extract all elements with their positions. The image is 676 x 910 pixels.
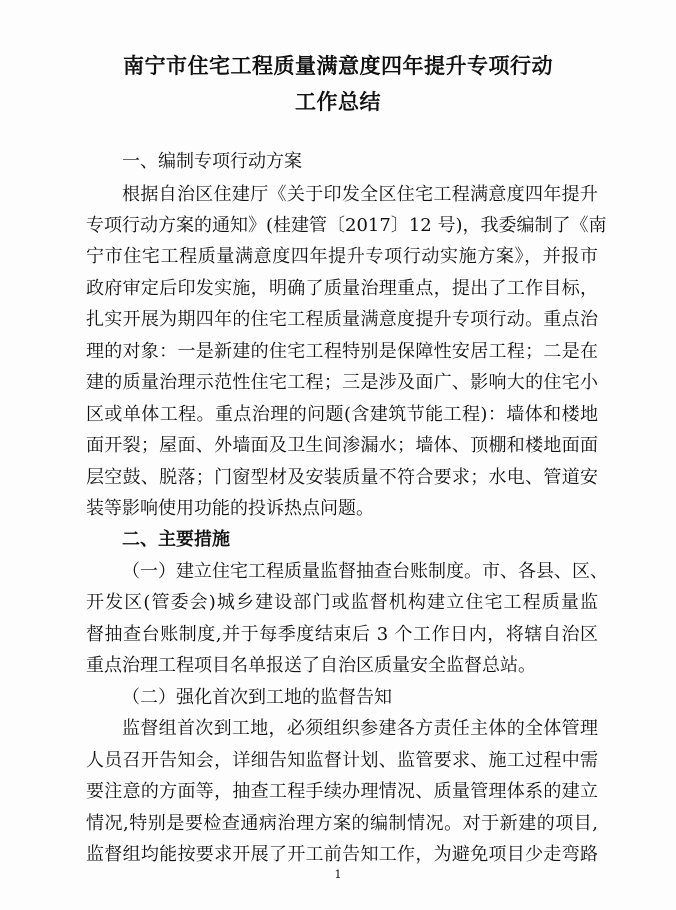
paragraph-line: 扎实开展为期四年的住宅工程质量满意度提升专项行动。重点治 xyxy=(86,309,598,330)
section-2-heading: 二、主要措施 xyxy=(122,529,230,550)
paragraph-line: 要注意的方面等，抽查工程手续办理情况、质量管理体系的建立 xyxy=(86,781,598,802)
subsection-2-heading: （二）强化首次到工地的监督告知 xyxy=(122,687,392,708)
paragraph-line: 重点治理工程项目名单报送了自治区质量安全监督总站。 xyxy=(86,655,536,676)
paragraph-line: 督抽查台账制度,并于每季度结束后 3 个工作日内，将辖自治区 xyxy=(86,624,598,645)
paragraph-line: 人员召开告知会，详细告知监督计划、监管要求、施工过程中需 xyxy=(86,750,598,771)
document-title-line-2: 工作总结 xyxy=(295,89,381,114)
paragraph-line: 监督组首次到工地，必须组织参建各方责任主体的全体管理 xyxy=(122,718,598,739)
paragraph-line: 建的质量治理示范性住宅工程；三是涉及面广、影响大的住宅小 xyxy=(86,372,598,393)
paragraph-line: 层空鼓、脱落；门窗型材及安装质量不符合要求；水电、管道安 xyxy=(86,467,598,488)
paragraph-line: 开发区(管委会)城乡建设部门或监督机构建立住宅工程质量监 xyxy=(86,592,598,613)
paragraph-line: 情况,特别是要检查通病治理方案的编制情况。对于新建的项目, xyxy=(86,813,598,834)
paragraph-line: 面开裂；屋面、外墙面及卫生间渗漏水；墙体、顶棚和楼地面面 xyxy=(86,435,598,456)
paragraph-line: 装等影响使用功能的投诉热点问题。 xyxy=(86,498,374,519)
paragraph-line: 专项行动方案的通知》(桂建管〔2017〕12 号)，我委编制了《南 xyxy=(86,215,607,236)
paragraph-line: 宁市住宅工程质量满意度四年提升专项行动实施方案》，并报市 xyxy=(86,246,598,267)
paragraph-line: 政府审定后印发实施，明确了质量治理重点，提出了工作目标， xyxy=(86,278,598,299)
section-1-heading: 一、编制专项行动方案 xyxy=(122,151,302,172)
document-title-line-1: 南宁市住宅工程质量满意度四年提升专项行动 xyxy=(123,53,553,78)
page-number: 1 xyxy=(334,868,342,881)
paragraph-line: 根据自治区住建厅《关于印发全区住宅工程满意度四年提升 xyxy=(122,184,598,205)
paragraph-line: 理的对象：一是新建的住宅工程特别是保障性安居工程；二是在 xyxy=(86,341,598,362)
paragraph-line: 监督组均能按要求开展了开工前告知工作，为避免项目少走弯路 xyxy=(86,844,598,865)
paragraph-line: （一）建立住宅工程质量监督抽查台账制度。市、各县、区、 xyxy=(122,561,608,582)
paragraph-line: 区或单体工程。重点治理的问题(含建筑节能工程)：墙体和楼地 xyxy=(86,404,598,425)
